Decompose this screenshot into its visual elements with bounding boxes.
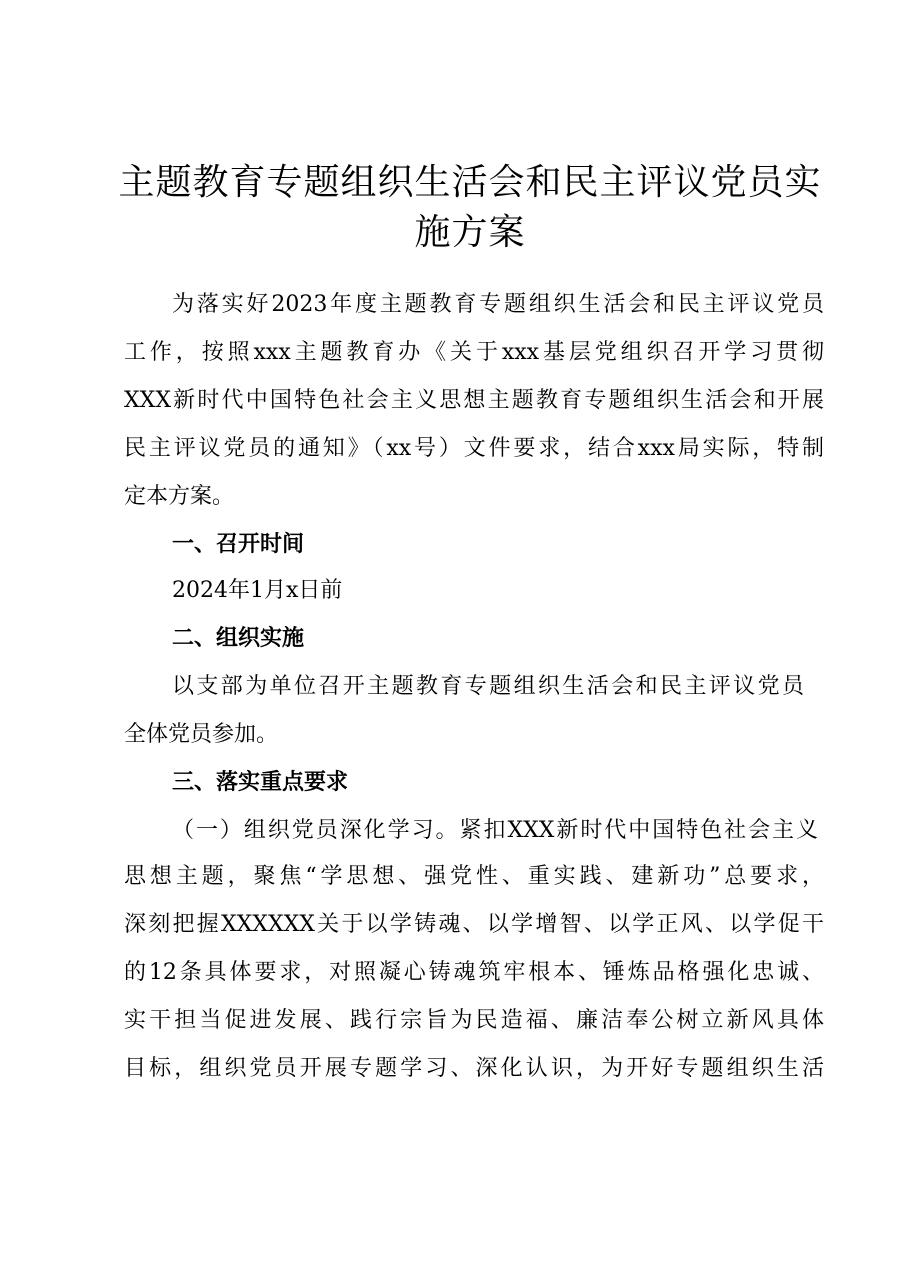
requirements-line-3: 深刻把握XXXXXX关于以学铸魂、以学增智、以学正风、以学促干 [124, 912, 824, 937]
requirements-line-2: 思想主题，聚焦“学思想、强党性、重实践、建新功”总要求， [124, 864, 824, 889]
requirements-line-4: 的12条具体要求，对照凝心铸魂筑牢根本、锤炼品格强化忠诚、 [124, 960, 824, 985]
intro-line-4: 民主评议党员的通知》（xx号）文件要求，结合xxx局实际，特制 [124, 436, 824, 461]
organization-line-1: 以支部为单位召开主题教育专题组织生活会和民主评议党员 [172, 674, 804, 699]
requirements-line-1: （一）组织党员深化学习。紧扣XXX新时代中国特色社会主义 [172, 818, 818, 843]
requirements-line-5: 实干担当促进发展、践行宗旨为民造福、廉洁奉公树立新风具体 [124, 1008, 824, 1033]
intro-line-5: 定本方案。 [124, 484, 235, 509]
intro-line-2: 工作，按照xxx主题教育办《关于xxx基层党组织召开学习贯彻 [124, 340, 824, 365]
section-heading-time: 一、召开时间 [172, 532, 305, 557]
organization-line-2: 全体党员参加。 [124, 722, 279, 747]
intro-line-1: 为落实好2023年度主题教育专题组织生活会和民主评议党员 [172, 292, 824, 317]
section-heading-organization: 二、组织实施 [172, 626, 305, 651]
meeting-date-text: 2024年1月x日前 [172, 578, 343, 603]
document-title: 主题教育专题组织生活会和民主评议党员实施方案 [118, 162, 822, 253]
section-heading-requirements: 三、落实重点要求 [172, 770, 349, 795]
requirements-line-6: 目标，组织党员开展专题学习、深化认识，为开好专题组织生活 [124, 1056, 824, 1081]
intro-line-3: XXX新时代中国特色社会主义思想主题教育专题组织生活会和开展 [124, 388, 824, 413]
